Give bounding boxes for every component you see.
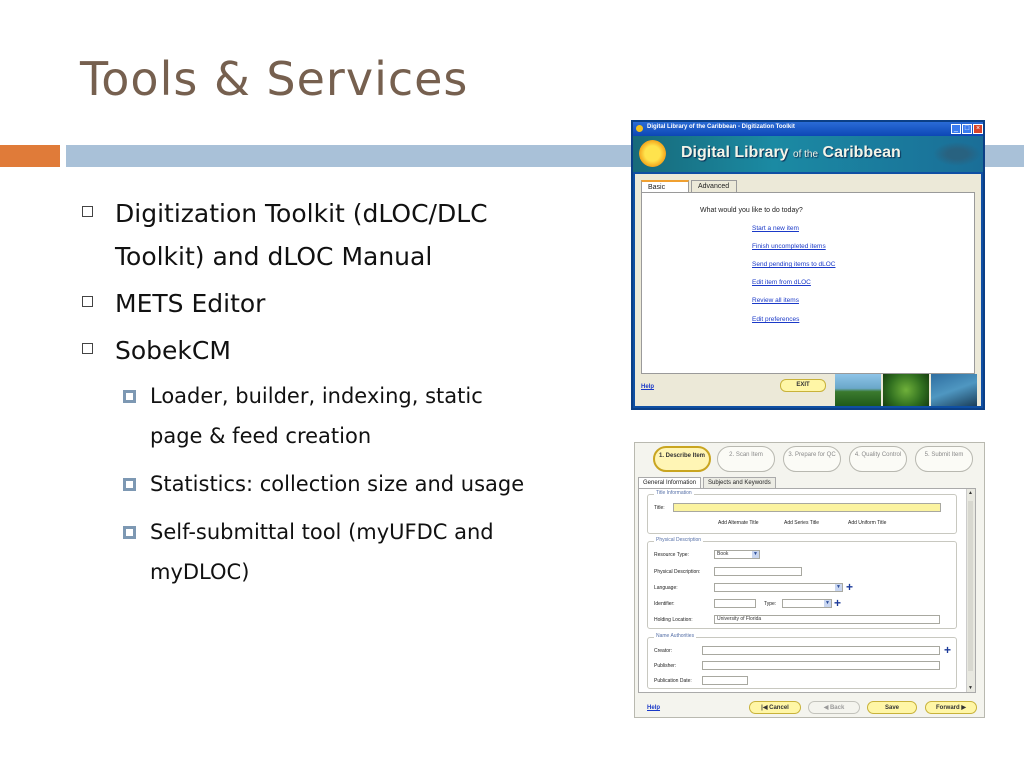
save-button[interactable]: [867, 701, 917, 714]
brand-main: Digital Library: [681, 144, 789, 161]
square-bullet-icon: [82, 206, 93, 217]
cancel-label: Cancel: [769, 705, 789, 711]
bullet-item: [80, 192, 540, 278]
dloc-banner: [633, 136, 983, 172]
resource-type-select[interactable]: [714, 550, 760, 559]
add-alternate-title-link[interactable]: Add Alternate Title: [718, 520, 759, 526]
window-title: Digital Library of the Caribbean - Digitization Toolkit: [647, 124, 795, 130]
step-prepare-qc[interactable]: 3. Prepare for QC: [783, 446, 841, 472]
save-label: Save: [884, 705, 899, 711]
resource-type-label: Resource Type:: [654, 552, 689, 558]
send-pending-link[interactable]: Send pending items to dLOC: [752, 261, 836, 268]
language-select[interactable]: [714, 583, 843, 592]
tab-subjects-keywords[interactable]: Subjects and Keywords: [703, 477, 776, 488]
bullet-item: [80, 329, 540, 372]
scroll-up-icon[interactable]: ▲: [968, 490, 973, 496]
tab-general-information[interactable]: General Information: [638, 477, 701, 488]
sub-bullet-item: [80, 464, 540, 504]
forward-label: Forward: [936, 705, 960, 711]
toolkit-body: [635, 174, 981, 406]
close-icon[interactable]: ×: [973, 124, 983, 134]
brand-title: [681, 144, 901, 162]
start-new-item-link[interactable]: Start a new item: [752, 225, 799, 232]
add-creator-icon[interactable]: +: [944, 643, 952, 657]
physical-description-label: Physical Description:: [654, 569, 701, 575]
dropdown-arrow-icon: ▼: [825, 600, 830, 606]
sub-bullet-item: [80, 512, 540, 592]
fish-decoration: [933, 142, 981, 166]
step-submit-item[interactable]: 5. Submit Item: [915, 446, 973, 472]
step-quality-control[interactable]: 4. Quality Control: [849, 446, 907, 472]
accent-bar: [0, 145, 60, 167]
sun-logo-icon: [639, 140, 666, 167]
bullet-text: Digitization Toolkit (dLOC/DLC Toolkit) and dLOC Manual: [115, 199, 488, 271]
name-authorities-fieldset: [647, 633, 957, 689]
tab-advanced[interactable]: Advanced: [691, 180, 737, 192]
filled-square-bullet-icon: [123, 478, 136, 491]
review-items-link[interactable]: Review all items: [752, 297, 799, 304]
toolkit-window-screenshot: [631, 120, 985, 410]
sub-bullet-text: Loader, builder, indexing, static page & feed creation: [150, 384, 483, 448]
filled-square-bullet-icon: [123, 526, 136, 539]
sub-bullet-text: Statistics: collection size and usage: [150, 472, 525, 496]
tab-basic[interactable]: Basic: [641, 180, 689, 192]
identifier-label: Identifier:: [654, 601, 675, 607]
creator-input[interactable]: [702, 646, 940, 655]
identifier-type-select[interactable]: [782, 599, 832, 608]
physical-legend: Physical Description: [656, 537, 702, 543]
bullet-text: METS Editor: [115, 289, 266, 318]
step-describe-item[interactable]: 1. Describe Item: [653, 446, 711, 472]
identifier-type-label: Type:: [764, 601, 777, 607]
sub-bullet-text: Self-submittal tool (myUFDC and myDLOC): [150, 520, 494, 584]
back-label: Back: [829, 705, 845, 711]
forward-arrow-icon: ▶: [959, 705, 966, 711]
cancel-icon: |◀: [761, 705, 770, 711]
resource-type-value: Book: [717, 551, 729, 557]
step-scan-item[interactable]: 2. Scan Item: [717, 446, 775, 472]
window-title-bar: [633, 122, 983, 136]
app-icon: [636, 125, 643, 132]
publisher-input[interactable]: [702, 661, 940, 670]
square-bullet-icon: [82, 343, 93, 354]
help-link[interactable]: Help: [647, 705, 661, 711]
maximize-icon[interactable]: □: [962, 124, 972, 134]
slide-title: Tools & Services: [80, 52, 469, 106]
add-identifier-icon[interactable]: +: [834, 596, 842, 610]
names-legend: Name Authorities: [656, 633, 695, 639]
physical-description-input[interactable]: [714, 567, 802, 576]
sub-bullet-item: [80, 376, 540, 456]
creator-label: Creator:: [654, 648, 673, 654]
title-label: Title:: [654, 505, 665, 511]
add-uniform-title-link[interactable]: Add Uniform Title: [848, 520, 887, 526]
scroll-down-icon[interactable]: ▼: [968, 685, 973, 691]
back-button[interactable]: [808, 701, 860, 714]
identifier-input[interactable]: [714, 599, 756, 608]
publication-date-label: Publication Date:: [654, 678, 692, 684]
physical-description-fieldset: [647, 537, 957, 629]
scroll-thumb[interactable]: [968, 501, 973, 671]
leaf-photo: [883, 374, 929, 406]
title-fieldset: [647, 490, 957, 534]
edit-preferences-link[interactable]: Edit preferences: [752, 316, 800, 323]
mets-editor-screenshot: [634, 442, 985, 718]
finish-uncompleted-link[interactable]: Finish uncompleted items: [752, 243, 826, 250]
exit-button[interactable]: EXIT: [780, 379, 826, 392]
brand-of: of the: [793, 149, 819, 160]
dropdown-arrow-icon: ▼: [753, 551, 758, 557]
bullet-text: SobekCM: [115, 336, 231, 365]
square-bullet-icon: [82, 296, 93, 307]
brand-end: Caribbean: [822, 144, 901, 161]
turtle-photo: [931, 374, 977, 406]
publication-date-input[interactable]: [702, 676, 748, 685]
forward-button[interactable]: [925, 701, 977, 714]
title-input[interactable]: [673, 503, 941, 512]
prompt-question: What would you like to do today?: [700, 207, 803, 214]
bullet-list: [80, 192, 540, 600]
add-language-icon[interactable]: +: [846, 580, 854, 594]
holding-location-input[interactable]: University of Florida: [714, 615, 940, 624]
cancel-button[interactable]: [749, 701, 801, 714]
minimize-icon[interactable]: _: [951, 124, 961, 134]
bullet-item: [80, 282, 540, 325]
general-info-panel: [638, 488, 976, 693]
palm-photo: [835, 374, 881, 406]
filled-square-bullet-icon: [123, 390, 136, 403]
title-legend: Title Information: [656, 490, 692, 496]
language-label: Language:: [654, 585, 678, 591]
back-arrow-icon: ◀: [823, 705, 830, 711]
edit-item-link[interactable]: Edit item from dLOC: [752, 279, 811, 286]
add-series-title-link[interactable]: Add Series Title: [784, 520, 820, 526]
publisher-label: Publisher:: [654, 663, 677, 669]
dropdown-arrow-icon: ▼: [836, 584, 841, 590]
holding-location-label: Holding Location:: [654, 617, 693, 623]
basic-panel: [641, 192, 975, 374]
help-link[interactable]: Help: [641, 384, 655, 390]
scrollbar[interactable]: [966, 489, 975, 692]
